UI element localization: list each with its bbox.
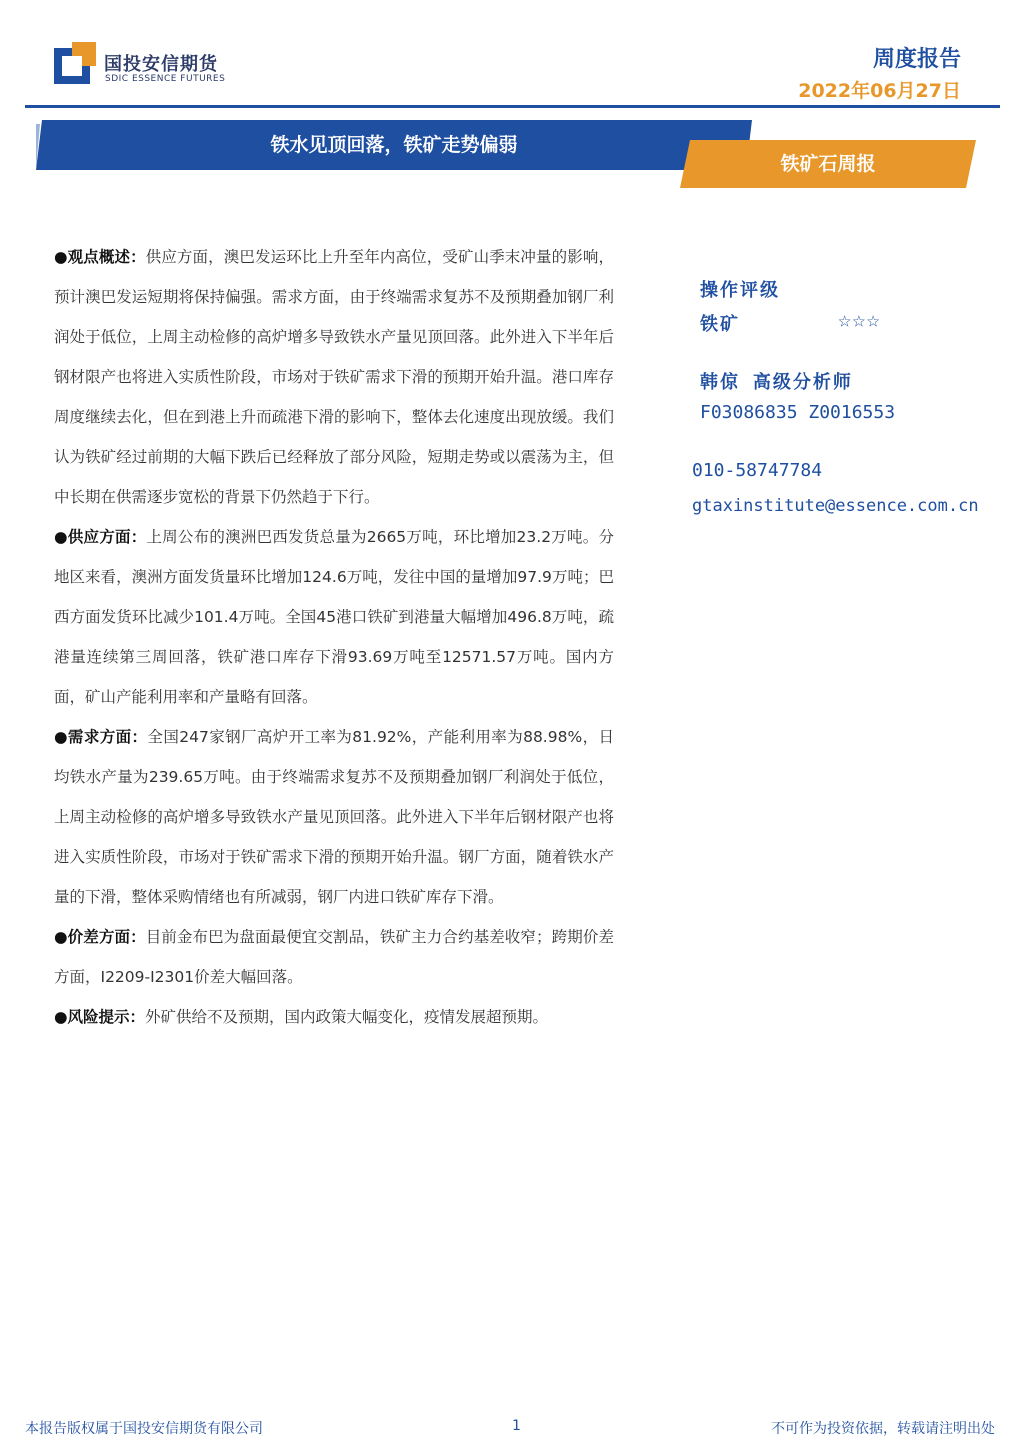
paragraph-demand [54, 717, 614, 917]
footer-disclaimer: 不可作为投资依据，转载请注明出处 [771, 1421, 995, 1437]
paragraph-overview [54, 237, 614, 517]
paragraph-spread [54, 917, 614, 997]
report-title: 铁水见顶回落，铁矿走势偏弱 [270, 134, 518, 156]
paragraph-supply [54, 517, 614, 717]
rating-commodity: 铁矿 [700, 314, 740, 335]
logo-mark-icon [54, 42, 96, 84]
contact-phone: 010-58747784 [692, 460, 823, 481]
paragraph-text: 上周公布的澳洲巴西发货总量为2665万吨，环比增加23.2万吨。分地区来看，澳洲方面发货量环比增加124.6万吨，发往中国的量增加97.9万吨；巴西方面发货环比减少101.4万吨。全国45港口铁矿到港量大幅增加496.8万吨，疏港量连续第三周回落，铁矿港口库存下滑93.69万吨至12571.57万吨。国内方面，矿山产能利用率和产量略有回落。 [54, 528, 614, 706]
paragraph-lead: ●供应方面： [54, 528, 147, 546]
logo-english-name: SDIC ESSENCE FUTURES [105, 74, 226, 84]
report-type: 周度报告 [872, 47, 961, 72]
header-divider [25, 105, 1000, 108]
paragraph-lead: ●价差方面： [54, 928, 146, 946]
rating-stars-icon: ☆☆☆ [838, 308, 881, 333]
paragraph-lead: ●观点概述： [54, 248, 146, 266]
report-category: 铁矿石周报 [780, 153, 876, 175]
contact-email[interactable]: gtaxinstitute@essence.com.cn [692, 496, 979, 516]
paragraph-text: 供应方面，澳巴发运环比上升至年内高位，受矿山季末冲量的影响，预计澳巴发运短期将保持偏强。需求方面，由于终端需求复苏不及预期叠加钢厂利润处于低位，上周主动检修的高炉增多导致铁水产量见顶回落。此外进入下半年后钢材限产也将进入实质性阶段，市场对于铁矿需求下滑的预期开始升温。港口库存周度继续去化，但在到港上升而疏港下滑的影响下，整体去化速度出现放缓。我们认为铁矿经过前期的大幅下跌后已经释放了部分风险，短期走势或以震荡为主，但中长期在供需逐步宽松的背景下仍然趋于下行。 [54, 248, 614, 506]
analyst-license: F03086835 Z0016553 [700, 402, 896, 423]
paragraph-text: 目前金布巴为盘面最便宜交割品，铁矿主力合约基差收窄；跨期价差方面，I2209-I2301价差大幅回落。 [54, 928, 614, 986]
paragraph-lead: ●需求方面： [54, 728, 148, 746]
footer-copyright: 本报告版权属于国投安信期货有限公司 [25, 1421, 263, 1437]
rating-title: 操作评级 [700, 280, 780, 301]
paragraph-text: 全国247家钢厂高炉开工率为81.92%，产能利用率为88.98%，日均铁水产量为239.65万吨。由于终端需求复苏不及预期叠加钢厂利润处于低位，上周主动检修的高炉增多导致铁水产量见顶回落。此外进入下半年后钢材限产也将进入实质性阶段，市场对于铁矿需求下滑的预期开始升温。钢厂方面，随着铁水产量的下滑，整体采购情绪也有所减弱，钢厂内进口铁矿库存下滑。 [54, 728, 614, 906]
logo-chinese-name: 国投安信期货 [104, 54, 218, 75]
paragraph-risk [54, 997, 614, 1037]
paragraph-lead: ●风险提示： [54, 1008, 146, 1026]
analyst-name: 韩倞 高级分析师 [700, 372, 853, 393]
report-date: 2022年06月27日 [798, 80, 961, 102]
page-number: 1 [512, 1418, 521, 1434]
report-body [54, 237, 614, 1037]
paragraph-text: 外矿供给不及预期，国内政策大幅变化，疫情发展超预期。 [145, 1008, 549, 1026]
company-logo [54, 42, 234, 88]
